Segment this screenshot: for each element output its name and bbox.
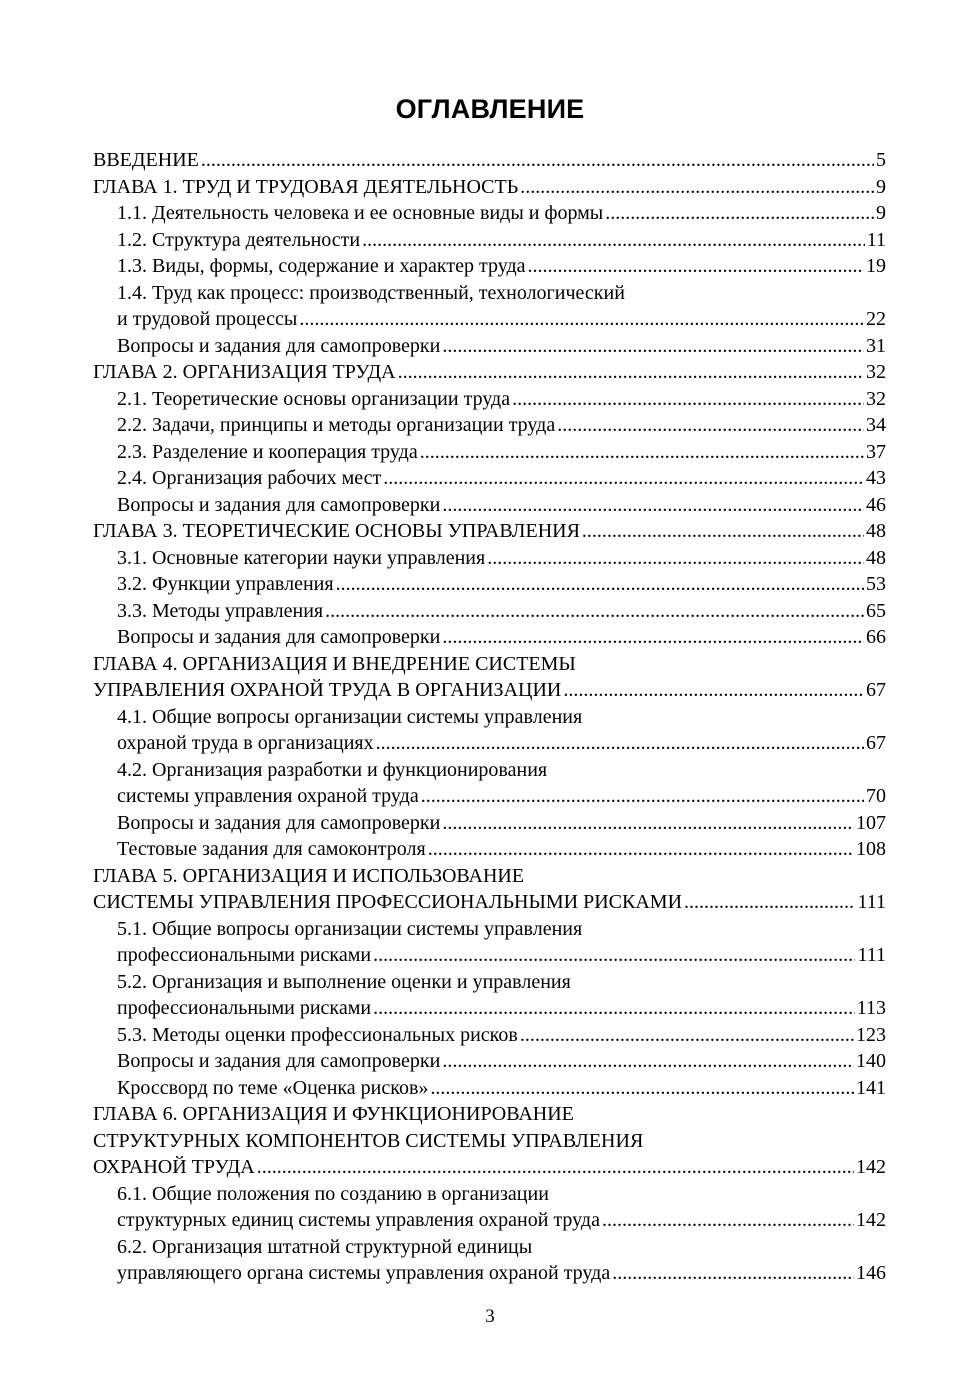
toc-section-entry[interactable] [93, 465, 886, 492]
toc-page-number: 22 [866, 308, 886, 330]
toc-dot-leader [520, 174, 874, 201]
toc-entry-line [117, 1181, 886, 1208]
toc-dot-leader [398, 359, 864, 386]
toc-dot-leader [528, 253, 864, 280]
toc-entry-line [117, 571, 886, 598]
toc-chapter-entry[interactable] [93, 174, 886, 201]
toc-entry-title: ГЛАВА 1. ТРУД И ТРУДОВАЯ ДЕЯТЕЛЬНОСТЬ [93, 175, 519, 198]
toc-section-entry[interactable] [93, 598, 886, 625]
toc-section-entry[interactable] [93, 704, 886, 757]
page-title: ОГЛАВЛЕНИЕ [395, 94, 585, 124]
toc-entry-line [117, 730, 886, 757]
toc-page-number: 32 [866, 387, 886, 410]
toc-entry-title: 1.4. Труд как процесс: производственный, технологический [117, 281, 625, 304]
toc-dot-leader [602, 1207, 854, 1234]
toc-dot-leader [428, 836, 854, 863]
toc-entry-line [117, 1234, 886, 1261]
toc-entry-title: 2.4. Организация рабочих мест [117, 467, 382, 489]
toc-entry-line [117, 1048, 886, 1075]
toc-entry-title: системы управления охраной труда [117, 785, 419, 807]
toc-chapter-entry[interactable] [93, 651, 886, 704]
toc-entry-title: профессиональными рисками [117, 997, 372, 1019]
toc-dot-leader [557, 412, 864, 439]
toc-page-number: 9 [876, 175, 886, 198]
toc-entry-title: и трудовой процессы [117, 308, 298, 330]
toc-entry-line [93, 1128, 886, 1155]
toc-page-number: 70 [866, 785, 886, 807]
toc-entry-title: профессиональными рисками [117, 944, 372, 966]
toc-entry-line [117, 545, 886, 572]
toc-page-number: 113 [856, 997, 886, 1019]
toc-section-entry[interactable] [93, 1022, 886, 1049]
toc-page-number: 53 [866, 573, 886, 595]
toc-page-number: 66 [866, 626, 886, 648]
toc-page-number: 46 [866, 493, 886, 516]
toc-page-number: 141 [856, 1076, 886, 1099]
toc-page-number: 32 [866, 361, 886, 383]
toc-page-number: 140 [856, 1050, 886, 1072]
toc-page-number: 43 [866, 467, 886, 489]
toc-entry-title: 2.3. Разделение и кооперация труда [117, 440, 418, 463]
page-number: 3 [485, 1306, 495, 1327]
toc-page-number: 19 [866, 255, 886, 277]
toc-section-entry[interactable] [93, 969, 886, 1022]
toc-entry-title: 5.2. Организация и выполнение оценки и управления [117, 970, 571, 993]
toc-entry-line [117, 704, 886, 731]
toc-entry-title: ГЛАВА 4. ОРГАНИЗАЦИЯ И ВНЕДРЕНИЕ СИСТЕМЫ [93, 652, 576, 675]
toc-entry-title: ГЛАВА 5. ОРГАНИЗАЦИЯ И ИСПОЛЬЗОВАНИЕ [93, 864, 525, 887]
toc-entry-line [93, 677, 886, 704]
toc-dot-leader [336, 571, 864, 598]
toc-entry-title: Вопросы и задания для самопроверки [117, 1050, 441, 1072]
toc-entry-title: 5.3. Методы оценки профессиональных рисков [117, 1023, 518, 1046]
toc-dot-leader [442, 810, 854, 837]
toc-section-entry[interactable] [93, 439, 886, 466]
toc-entry-line [117, 916, 886, 943]
toc-section-entry[interactable] [93, 1075, 886, 1102]
toc-section-entry[interactable] [93, 1048, 886, 1075]
toc-dot-leader [582, 518, 864, 545]
toc-entry-title: 6.1. Общие положения по созданию в организации [117, 1182, 549, 1205]
table-of-contents [93, 147, 886, 1287]
toc-entry-title: 5.1. Общие вопросы организации системы управления [117, 917, 583, 940]
toc-dot-leader [201, 147, 874, 174]
toc-section-entry[interactable] [93, 810, 886, 837]
toc-dot-leader [520, 1022, 854, 1049]
toc-entry-line [117, 465, 886, 492]
toc-dot-leader [442, 333, 864, 360]
toc-section-entry[interactable] [93, 1181, 886, 1234]
toc-entry-title: 3.2. Функции управления [117, 573, 334, 595]
toc-entry-title: 1.1. Деятельность человека и ее основные виды и формы [117, 202, 604, 224]
toc-page-number: 108 [856, 838, 886, 860]
toc-entry-title: СИСТЕМЫ УПРАВЛЕНИЯ ПРОФЕССИОНАЛЬНЫМИ РИСКАМИ [93, 891, 683, 913]
toc-entry-title: 1.2. Структура деятельности [117, 228, 361, 251]
toc-entry-line [117, 1022, 886, 1049]
toc-section-entry[interactable] [93, 386, 886, 413]
toc-chapter-entry[interactable] [93, 359, 886, 386]
toc-dot-leader [373, 942, 855, 969]
toc-page-number: 123 [856, 1023, 886, 1046]
toc-entry-line [117, 783, 886, 810]
toc-dot-leader [257, 1154, 854, 1181]
toc-entry-title: Вопросы и задания для самопроверки [117, 493, 441, 516]
toc-section-entry[interactable] [93, 916, 886, 969]
toc-page-number: 146 [856, 1262, 886, 1284]
toc-page-number: 111 [857, 891, 886, 913]
toc-section-entry[interactable] [93, 545, 886, 572]
toc-entry-title: ГЛАВА 2. ОРГАНИЗАЦИЯ ТРУДА [93, 361, 396, 383]
toc-entry-line [117, 1260, 886, 1287]
toc-entry-title: 6.2. Организация штатной структурной единицы [117, 1235, 533, 1258]
toc-entry-line [93, 863, 886, 890]
toc-entry-line [117, 969, 886, 996]
toc-dot-leader [373, 995, 855, 1022]
toc-entry-title: СТРУКТУРНЫХ КОМПОНЕНТОВ СИСТЕМЫ УПРАВЛЕНИЯ [93, 1129, 644, 1152]
toc-entry-title: Тестовые задания для самоконтроля [117, 838, 426, 860]
toc-entry-title: Вопросы и задания для самопроверки [117, 626, 441, 648]
toc-dot-leader [430, 1075, 854, 1102]
toc-entry-title: УПРАВЛЕНИЯ ОХРАНОЙ ТРУДА В ОРГАНИЗАЦИИ [93, 679, 562, 701]
toc-entry-line [117, 333, 886, 360]
toc-entry-title: 4.1. Общие вопросы организации системы управления [117, 705, 583, 728]
toc-section-entry[interactable] [93, 624, 886, 651]
toc-dot-leader [612, 1260, 854, 1287]
toc-entry-title: охраной труда в организациях [117, 732, 374, 754]
toc-dot-leader [299, 306, 864, 333]
toc-section-entry[interactable] [93, 757, 886, 810]
toc-page-number: 142 [856, 1209, 886, 1231]
toc-entry-line [117, 995, 886, 1022]
toc-entry-title: 3.3. Методы управления [117, 599, 324, 622]
toc-entry-line [93, 147, 886, 174]
toc-chapter-entry[interactable] [93, 863, 886, 916]
toc-entry-line [117, 942, 886, 969]
toc-dot-leader [442, 1048, 854, 1075]
toc-section-entry[interactable] [93, 253, 886, 280]
toc-section-entry[interactable] [93, 200, 886, 227]
toc-entry-line [93, 889, 886, 916]
toc-section-entry[interactable] [93, 1234, 886, 1287]
toc-page-number: 67 [866, 732, 886, 754]
toc-section-entry[interactable] [93, 227, 886, 254]
toc-dot-leader [442, 624, 864, 651]
toc-entry-line [93, 518, 886, 545]
toc-entry-title: Вопросы и задания для самопроверки [117, 334, 441, 357]
toc-chapter-entry[interactable] [93, 147, 886, 174]
toc-entry-title: управляющего органа системы управления охраной труда [117, 1262, 611, 1284]
toc-page-number: 37 [866, 440, 886, 463]
toc-section-entry[interactable] [93, 280, 886, 333]
toc-section-entry[interactable] [93, 571, 886, 598]
toc-page-number: 48 [866, 520, 886, 542]
toc-entry-line [117, 1207, 886, 1234]
toc-entry-line [117, 200, 886, 227]
toc-dot-leader [442, 492, 864, 519]
toc-entry-line [93, 1101, 886, 1128]
toc-dot-leader [684, 889, 855, 916]
toc-dot-leader [605, 200, 874, 227]
toc-dot-leader [362, 227, 865, 254]
toc-page-number: 107 [856, 811, 886, 834]
toc-page-number: 5 [876, 149, 886, 171]
toc-entry-line [93, 651, 886, 678]
toc-entry-line [117, 386, 886, 413]
toc-dot-leader [376, 730, 864, 757]
toc-entry-line [117, 306, 886, 333]
toc-section-entry[interactable] [93, 836, 886, 863]
toc-section-entry[interactable] [93, 492, 886, 519]
toc-entry-line [117, 624, 886, 651]
toc-entry-line [117, 810, 886, 837]
toc-entry-line [117, 412, 886, 439]
toc-page-number: 9 [876, 202, 886, 224]
toc-dot-leader [487, 545, 864, 572]
toc-entry-title: ОХРАНОЙ ТРУДА [93, 1156, 255, 1178]
toc-chapter-entry[interactable] [93, 1101, 886, 1181]
toc-section-entry[interactable] [93, 333, 886, 360]
toc-page-number: 31 [866, 334, 886, 357]
toc-entry-line [93, 174, 886, 201]
toc-page-number: 65 [866, 599, 886, 622]
toc-dot-leader [421, 783, 864, 810]
toc-entry-title: 4.2. Организация разработки и функционирования [117, 758, 548, 781]
toc-page-number: 11 [866, 228, 886, 251]
toc-entry-title: ГЛАВА 6. ОРГАНИЗАЦИЯ И ФУНКЦИОНИРОВАНИЕ [93, 1103, 574, 1125]
toc-page-number: 111 [857, 944, 886, 966]
toc-entry-line [117, 439, 886, 466]
toc-entry-line [117, 836, 886, 863]
toc-entry-line [117, 492, 886, 519]
toc-entry-title: структурных единиц системы управления охраной труда [117, 1209, 600, 1231]
toc-entry-line [117, 1075, 886, 1102]
toc-dot-leader [325, 598, 864, 625]
toc-section-entry[interactable] [93, 412, 886, 439]
toc-page-number: 34 [866, 414, 886, 436]
toc-entry-title: 2.1. Теоретические основы организации труда [117, 387, 511, 410]
toc-dot-leader [563, 677, 864, 704]
toc-entry-title: Вопросы и задания для самопроверки [117, 811, 441, 834]
toc-entry-title: 1.3. Виды, формы, содержание и характер труда [117, 255, 526, 277]
toc-entry-line [117, 280, 886, 307]
toc-page-number: 48 [866, 546, 886, 569]
toc-entry-title: Кроссворд по теме «Оценка рисков» [117, 1076, 429, 1099]
toc-page-number: 142 [856, 1156, 886, 1178]
toc-entry-line [117, 757, 886, 784]
toc-dot-leader [383, 465, 864, 492]
toc-entry-line [117, 227, 886, 254]
toc-entry-line [93, 359, 886, 386]
toc-entry-line [117, 598, 886, 625]
toc-entry-title: 2.2. Задачи, принципы и методы организации труда [117, 414, 556, 436]
toc-entry-title: ВВЕДЕНИЕ [93, 149, 199, 171]
toc-entry-line [93, 1154, 886, 1181]
toc-entry-title: ГЛАВА 3. ТЕОРЕТИЧЕСКИЕ ОСНОВЫ УПРАВЛЕНИЯ [93, 520, 580, 542]
toc-entry-line [117, 253, 886, 280]
toc-entry-title: 3.1. Основные категории науки управления [117, 546, 486, 569]
toc-dot-leader [512, 386, 864, 413]
toc-dot-leader [420, 439, 864, 466]
toc-chapter-entry[interactable] [93, 518, 886, 545]
toc-page-number: 67 [866, 679, 886, 701]
